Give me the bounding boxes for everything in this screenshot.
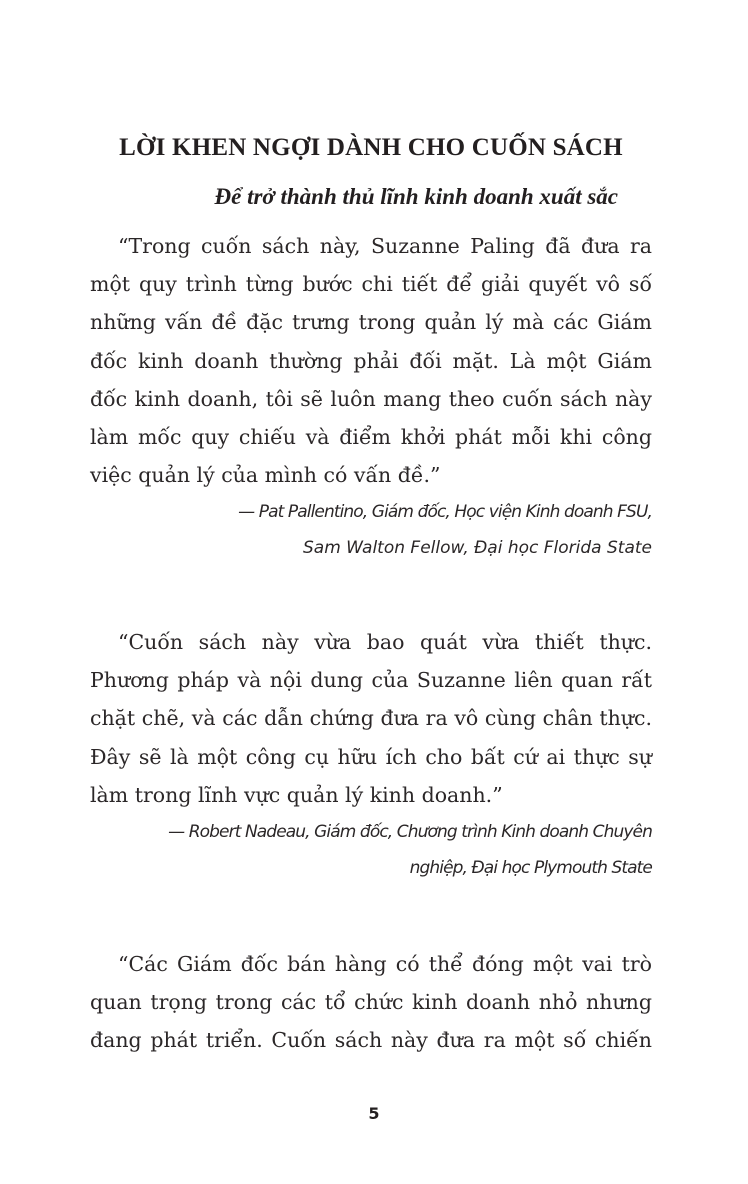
quote-line: chặt chẽ, và các dẫn chứng đưa ra vô cùng chân thực. [90,706,652,731]
quote-line: một quy trình từng bước chi tiết để giải quyết vô số [90,272,652,297]
quote-line: làm trong lĩnh vực quản lý kinh doanh.” [90,782,503,807]
quote-line: quan trọng trong các tổ chức kinh doanh nhỏ nhưng [90,990,652,1015]
quote-line: “Trong cuốn sách này, Suzanne Paling đã đưa ra [118,234,652,258]
quote-line: đốc kinh doanh thường phải đối mặt. Là một Giám [90,348,652,373]
page-subheading: Để trở thành thủ lĩnh kinh doanh xuất sắc [214,184,618,209]
testimonial-attribution-1 [90,494,652,566]
quote-line: “Các Giám đốc bán hàng có thể đóng một vai trò [118,952,652,976]
quote-line: Đây sẽ là một công cụ hữu ích cho bất cứ ai thực sự [90,744,652,769]
quote-line: “Cuốn sách này vừa bao quát vừa thiết thực. [118,630,652,654]
quote-line: đốc kinh doanh, tôi sẽ luôn mang theo cuốn sách này [90,386,652,411]
attribution-line: — Pat Pallentino, Giám đốc, Học viện Kinh doanh FSU, [238,502,652,522]
quote-line: việc quản lý của mình có vấn đề.” [90,463,441,488]
testimonial-quote-3 [90,945,652,1060]
quote-line: làm mốc quy chiếu và điểm khởi phát mỗi khi công [90,424,652,449]
attribution-line: nghiệp, Đại học Plymouth State [409,858,652,878]
testimonial-quote-2 [90,623,652,814]
quote-line: đang phát triển. Cuốn sách này đưa ra một số chiến [90,1028,652,1053]
attribution-line: — Robert Nadeau, Giám đốc, Chương trình Kinh doanh Chuyên [168,822,652,842]
attribution-line: Sam Walton Fellow, Đại học Florida State [302,538,652,558]
testimonial-quote-1 [90,227,652,494]
testimonial-attribution-2 [90,814,652,886]
page-heading: LỜI KHEN NGỢI DÀNH CHO CUỐN SÁCH [119,134,623,161]
quote-line: Phương pháp và nội dung của Suzanne liên quan rất [90,668,652,693]
quote-line: những vấn đề đặc trưng trong quản lý mà các Giám [90,310,652,335]
page-number: 5 [368,1104,380,1123]
